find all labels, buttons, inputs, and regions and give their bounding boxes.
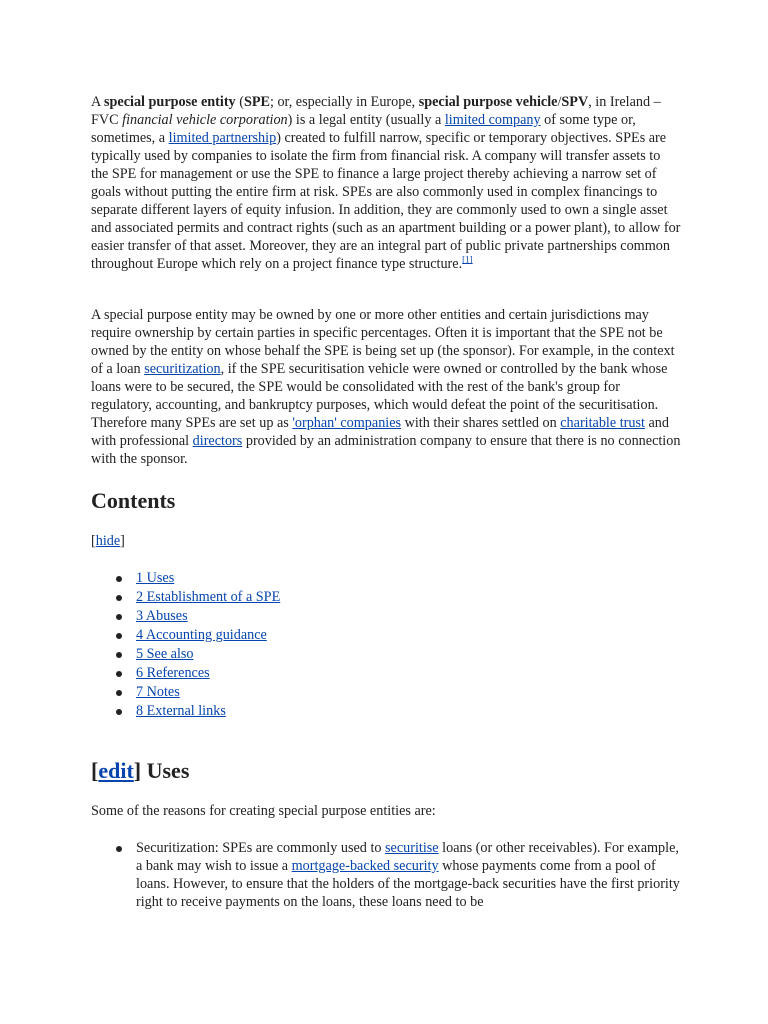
toc-link-abuses[interactable]: 3 Abuses [136, 608, 188, 624]
text: A [91, 94, 105, 110]
term-special-purpose-vehicle: special purpose vehicle [418, 94, 558, 110]
toc-item [91, 702, 681, 721]
link-limited-company[interactable]: limited company [444, 112, 541, 128]
toc-item [91, 645, 681, 664]
toc-link-uses[interactable]: 1 Uses [136, 570, 175, 586]
text: A special purpose entity may be owned by one or more other entities and certain jurisdictions may require ownership by certain parties in specific percentages. Often it is important that the SPE not be owned by the entity on whose behalf the SPE is being set up (the sponsor). For example, in the context of a loan [91, 307, 675, 377]
term-spv: SPV [561, 94, 589, 110]
text: and with professional [91, 415, 669, 449]
toc-link-see-also[interactable]: 5 See also [136, 646, 194, 662]
uses-list [91, 839, 681, 911]
toc-item [91, 683, 681, 702]
link-directors[interactable]: directors [192, 433, 243, 449]
term-spe: SPE [243, 94, 270, 110]
toc-link-notes[interactable]: 7 Notes [136, 684, 180, 700]
link-limited-partnership[interactable]: limited partnership [168, 130, 277, 146]
bracket: [ [91, 533, 96, 549]
text: with their shares settled on [401, 415, 561, 431]
link-securitization[interactable]: securitization [144, 361, 221, 377]
text: / [557, 94, 562, 110]
text: , if the SPE securitisation vehicle were owned or controlled by the bank whose loans were to be secured, the SPE would be consolidated with the rest of the bank's group for regulatory, accounting, and bankruptcy purposes, which would defeat the point of the securitisation. Therefore many SPEs are set up as [91, 361, 668, 431]
uses-section-heading [91, 757, 681, 785]
toc-link-establishment[interactable]: 2 Establishment of a SPE [136, 589, 281, 605]
text: provided by an administration company to ensure that there is no connection with the sponsor. [91, 433, 681, 467]
text: Securitization: SPEs are commonly used to [136, 840, 386, 856]
text: ) created to fulfill narrow, specific or temporary objectives. SPEs are typically used by companies to isolate the firm from financial risk. A company will transfer assets to the SPE for management or use the SPE to finance a large project thereby achieving a narrow set of goals without putting the entire firm at risk. SPEs are also commonly used in complex financings to separate different layers of equity infusion. In addition, they are commonly used to own a single asset and associated permits and contract rights (such as an apartment building or a power plant), to allow for easier transfer of that asset. Moreover, they are an integral part of public private partnerships common throughout Europe which rely on a project finance type structure. [91, 130, 681, 272]
text: whose payments come from a pool of loans. However, to ensure that the holders of the mortgage-back securities have the first priority right to receive payments on the loans, these loans need to be [136, 858, 680, 910]
text: ( [235, 94, 244, 110]
bracket: ] [133, 758, 142, 783]
section-title: Uses [141, 758, 190, 783]
citation-link-1[interactable]: [1] [462, 254, 473, 265]
contents-heading: Contents [91, 488, 176, 513]
link-securitise[interactable]: securitise [385, 840, 439, 856]
text: of some type or, sometimes, a [91, 112, 636, 146]
toc-item [91, 626, 681, 645]
list-item [91, 839, 681, 911]
text: ) is a legal entity (usually a [287, 112, 445, 128]
toc-link-external-links[interactable]: 8 External links [136, 703, 226, 719]
text: ; or, especially in Europe, [269, 94, 419, 110]
text: loans (or other receivables). For example, a bank may wish to issue a [136, 840, 679, 874]
link-charitable-trust[interactable]: charitable trust [560, 415, 645, 431]
ownership-paragraph [91, 306, 681, 468]
toc-link-references[interactable]: 6 References [136, 665, 210, 681]
toc-item [91, 607, 681, 626]
toc-item [91, 664, 681, 683]
edit-section-link[interactable]: edit [98, 758, 134, 783]
bracket: [ [91, 758, 99, 783]
link-orphan-companies[interactable]: 'orphan' companies [292, 415, 402, 431]
toc-item [91, 569, 681, 588]
toc-link-accounting-guidance[interactable]: 4 Accounting guidance [136, 627, 267, 643]
table-of-contents [91, 569, 681, 721]
toc-toggle [91, 532, 681, 550]
text: , in Ireland – FVC [91, 94, 661, 128]
term-special-purpose-entity: special purpose entity [104, 94, 236, 110]
term-fvc: financial vehicle corporation [122, 112, 288, 128]
hide-toc-link[interactable]: hide [95, 533, 121, 549]
link-mortgage-backed-security[interactable]: mortgage-backed security [291, 858, 439, 874]
uses-intro: Some of the reasons for creating special purpose entities are: [91, 803, 436, 819]
bracket: ] [120, 533, 125, 549]
toc-item [91, 588, 681, 607]
intro-paragraph [91, 93, 681, 273]
